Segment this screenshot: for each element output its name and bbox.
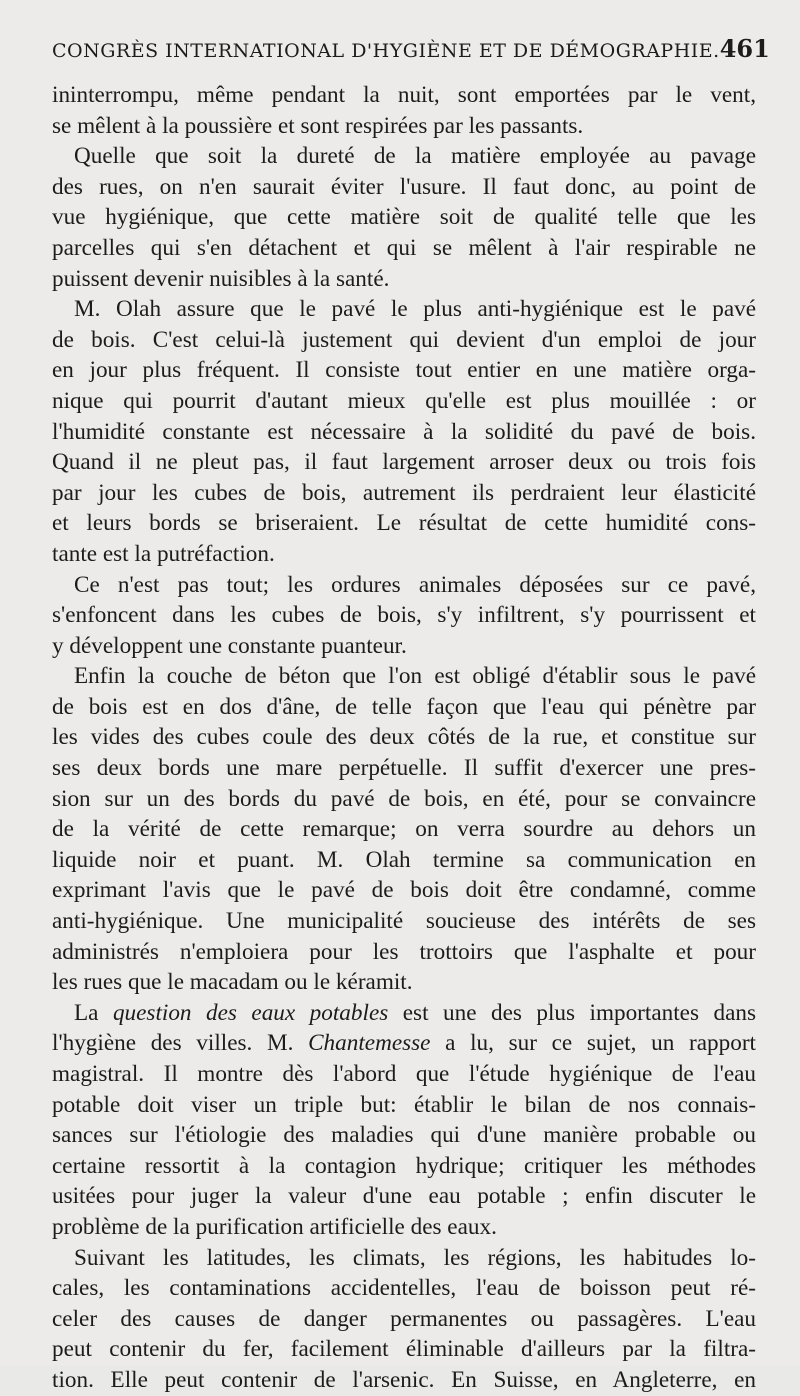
page-number: 461 xyxy=(719,34,770,63)
text-line: M. Olah assure que le pavé le plus anti-hygiénique est le pavé xyxy=(74,296,756,323)
text-line: administrés n'emploiera pour les trottoirs que l'asphalte et pour xyxy=(52,938,756,965)
paragraph xyxy=(52,80,756,141)
text-line: nique qui pourrit d'autant mieux qu'elle est plus mouillée : or xyxy=(52,387,756,414)
text-line: Quelle que soit la dureté de la matière employée au pavage xyxy=(74,143,756,170)
text-line: potable doit viser un triple but: établir le bilan de nos connais- xyxy=(52,1091,756,1118)
paragraph xyxy=(52,141,756,294)
text-line: Quand il ne pleut pas, il faut largement arroser deux ou trois fois xyxy=(52,449,756,476)
text-line: s'enfoncent dans les cubes de bois, s'y infiltrent, s'y pourrissent et xyxy=(52,602,756,629)
paragraph xyxy=(52,570,756,662)
text-line: Suivant les latitudes, les climats, les régions, les habitudes lo- xyxy=(74,1244,756,1271)
text-line: usitées pour juger la valeur d'une eau potable ; enfin discuter le xyxy=(52,1183,756,1210)
text-line: celer des causes de danger permanentes ou passagères. L'eau xyxy=(52,1305,756,1332)
text-line: problème de la purification artificielle des eaux. xyxy=(52,1213,497,1240)
paragraph xyxy=(52,294,756,569)
text-line: peut contenir du fer, facilement éliminable d'ailleurs par la filtra- xyxy=(52,1336,756,1363)
text-line: l'humidité constante est nécessaire à la solidité du pavé de bois. xyxy=(52,418,756,445)
body-text xyxy=(52,80,756,1396)
text-line: l'hygiène des villes. M. Chantemesse a lu, sur ce sujet, un rapport xyxy=(52,1030,756,1057)
text-line: se mêlent à la poussière et sont respirées par les passants. xyxy=(52,112,584,139)
text-line: en jour plus fréquent. Il consiste tout entier en une matière orga- xyxy=(52,357,756,384)
text-line: par jour les cubes de bois, autrement ils perdraient leur élasticité xyxy=(52,479,756,506)
running-head: CONGRÈS INTERNATIONAL D'HYGIÈNE ET DE DÉMOGRAPHIE. xyxy=(52,40,720,62)
text-line: tion. Elle peut contenir de l'arsenic. En Suisse, en Angleterre, en xyxy=(52,1366,756,1393)
text-line: des rues, on n'en saurait éviter l'usure. Il faut donc, au point de xyxy=(52,173,756,200)
paragraph xyxy=(52,1243,756,1396)
text-line: sion sur un des bords du pavé de bois, en été, pour se convaincre xyxy=(52,785,756,812)
page-header xyxy=(52,34,770,80)
text-line: puissent devenir nuisibles à la santé. xyxy=(52,265,390,292)
text-line: les vides des cubes coule des deux côtés de la rue, et constitue sur xyxy=(52,724,756,751)
text-line: Ce n'est pas tout; les ordures animales déposées sur ce pavé, xyxy=(74,571,756,598)
text-line: liquide noir et puant. M. Olah termine sa communication en xyxy=(52,846,756,873)
text-line: tante est la putréfaction. xyxy=(52,540,275,567)
text-line: parcelles qui s'en détachent et qui se mêlent à l'air respirable ne xyxy=(52,234,756,261)
text-line: cales, les contaminations accidentelles, l'eau de boisson peut ré- xyxy=(52,1275,756,1302)
text-line: certaine ressortit à la contagion hydrique; critiquer les méthodes xyxy=(52,1152,756,1179)
text-line: Enfin la couche de béton que l'on est obligé d'établir sous le pavé xyxy=(74,663,756,690)
text-line: les rues que le macadam ou le kéramit. xyxy=(52,969,413,996)
paragraph xyxy=(52,998,756,1243)
text-line: et leurs bords se briseraient. Le résultat de cette humidité cons- xyxy=(52,510,756,537)
text-line: La question des eaux potables est une des plus importantes dans xyxy=(74,999,756,1026)
text-line: de bois. C'est celui-là justement qui devient d'un emploi de jour xyxy=(52,326,756,353)
text-line: y développent une constante puanteur. xyxy=(52,632,407,659)
text-line: magistral. Il montre dès l'abord que l'étude hygiénique de l'eau xyxy=(52,1061,756,1087)
text-line: anti-hygiénique. Une municipalité soucieuse des intérêts de ses xyxy=(52,908,756,935)
text-line: de la vérité de cette remarque; on verra sourdre au dehors un xyxy=(52,816,756,843)
text-line: exprimant l'avis que le pavé de bois doit être condamné, comme xyxy=(52,877,756,904)
text-line: de bois est en dos d'âne, de telle façon que l'eau qui pénètre par xyxy=(52,693,756,720)
text-line: ses deux bords une mare perpétuelle. Il suffit d'exercer une pres- xyxy=(52,755,756,782)
text-line: vue hygiénique, que cette matière soit de qualité telle que les xyxy=(52,204,756,231)
paragraph xyxy=(52,661,756,998)
text-line: sances sur l'étiologie des maladies qui d'une manière probable ou xyxy=(52,1122,756,1149)
text-line: ininterrompu, même pendant la nuit, sont emportées par le vent, xyxy=(52,82,756,108)
